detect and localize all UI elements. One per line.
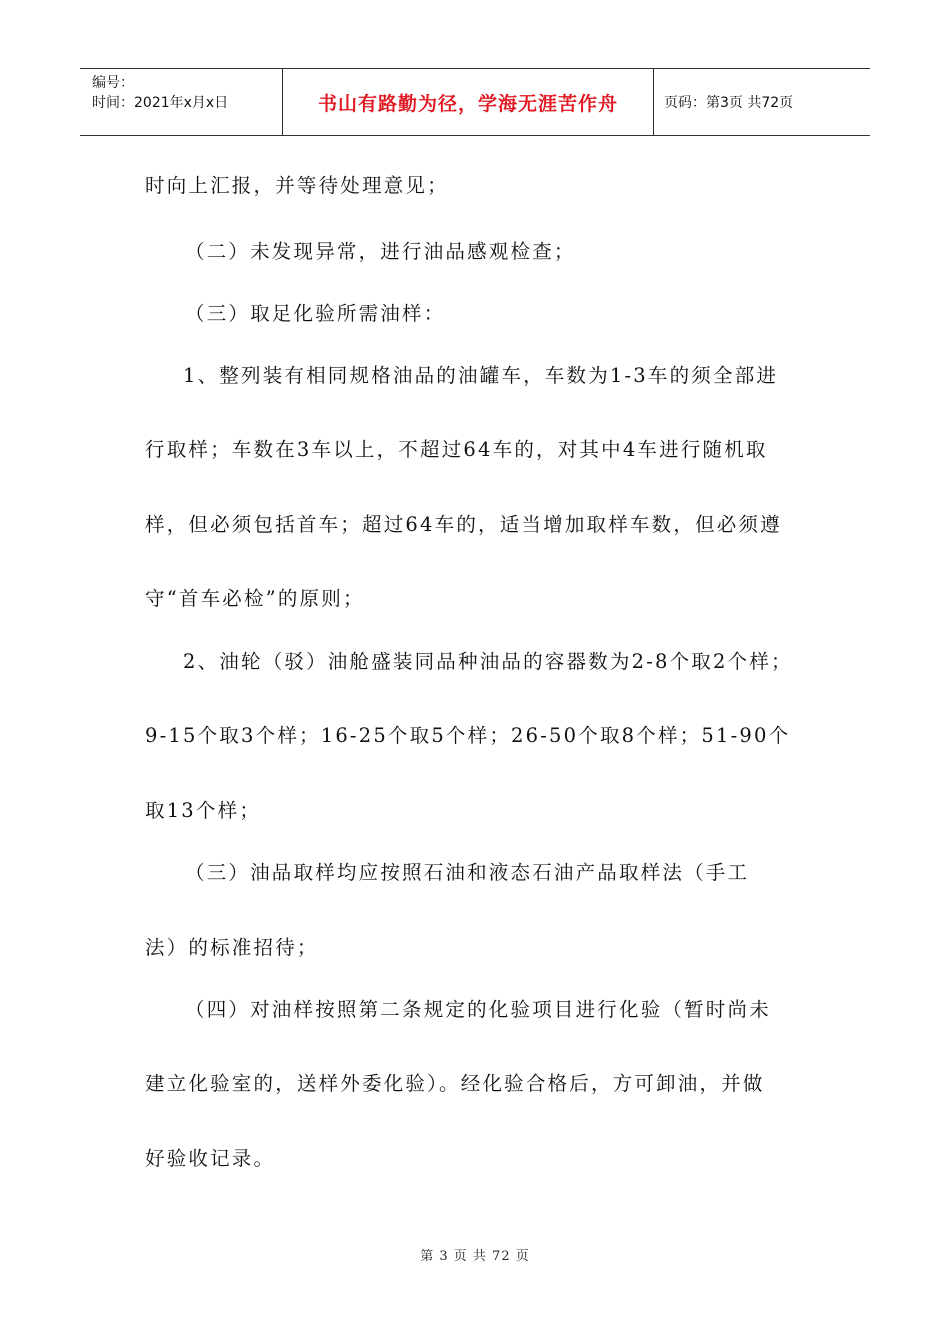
body-line: 好验收记录。 [145, 1147, 276, 1170]
body-line: 2、油轮（驳）油舱盛装同品种油品的容器数为2-8个取2个样； [183, 650, 793, 673]
header-page-cell [654, 69, 870, 135]
body-line: 守“首车必检”的原则； [145, 587, 365, 610]
body-line: 样，但必须包括首车；超过64车的，适当增加取样车数，但必须遵 [145, 513, 782, 536]
document-header [80, 68, 870, 136]
body-line: 9-15个取3个样；16-25个取5个样；26-50个取8个样；51-90个 [145, 724, 791, 747]
header-meta-cell [80, 69, 283, 135]
body-line: 取13个样； [145, 799, 262, 822]
body-line: （二）未发现异常，进行油品感观检查； [185, 240, 576, 263]
body-line: （三）取足化验所需油样： [185, 302, 446, 325]
body-line: 时向上汇报，并等待处理意见； [145, 174, 449, 197]
header-motto-cell [283, 69, 654, 135]
page-info: 页码：第3页 共72页 [664, 95, 794, 111]
serial-number-label: 编号： [92, 75, 134, 91]
date-label: 时间：2021年x月x日 [92, 95, 229, 111]
body-line: （三）油品取样均应按照石油和液态石油产品取样法（手工 [185, 861, 750, 884]
body-line: （四）对油样按照第二条规定的化验项目进行化验（暂时尚未 [185, 998, 771, 1021]
body-line: 1、整列装有相同规格油品的油罐车，车数为1-3车的须全部进 [183, 364, 779, 387]
body-line: 法）的标准招待； [145, 936, 319, 959]
body-line: 行取样；车数在3车以上，不超过64车的，对其中4车进行随机取 [145, 438, 768, 461]
motto-text: 书山有路勤为径，学海无涯苦作舟 [317, 92, 618, 115]
body-line: 建立化验室的，送样外委化验）。经化验合格后，方可卸油，并做 [145, 1072, 765, 1095]
page-footer: 第 3 页 共 72 页 [420, 1249, 530, 1264]
